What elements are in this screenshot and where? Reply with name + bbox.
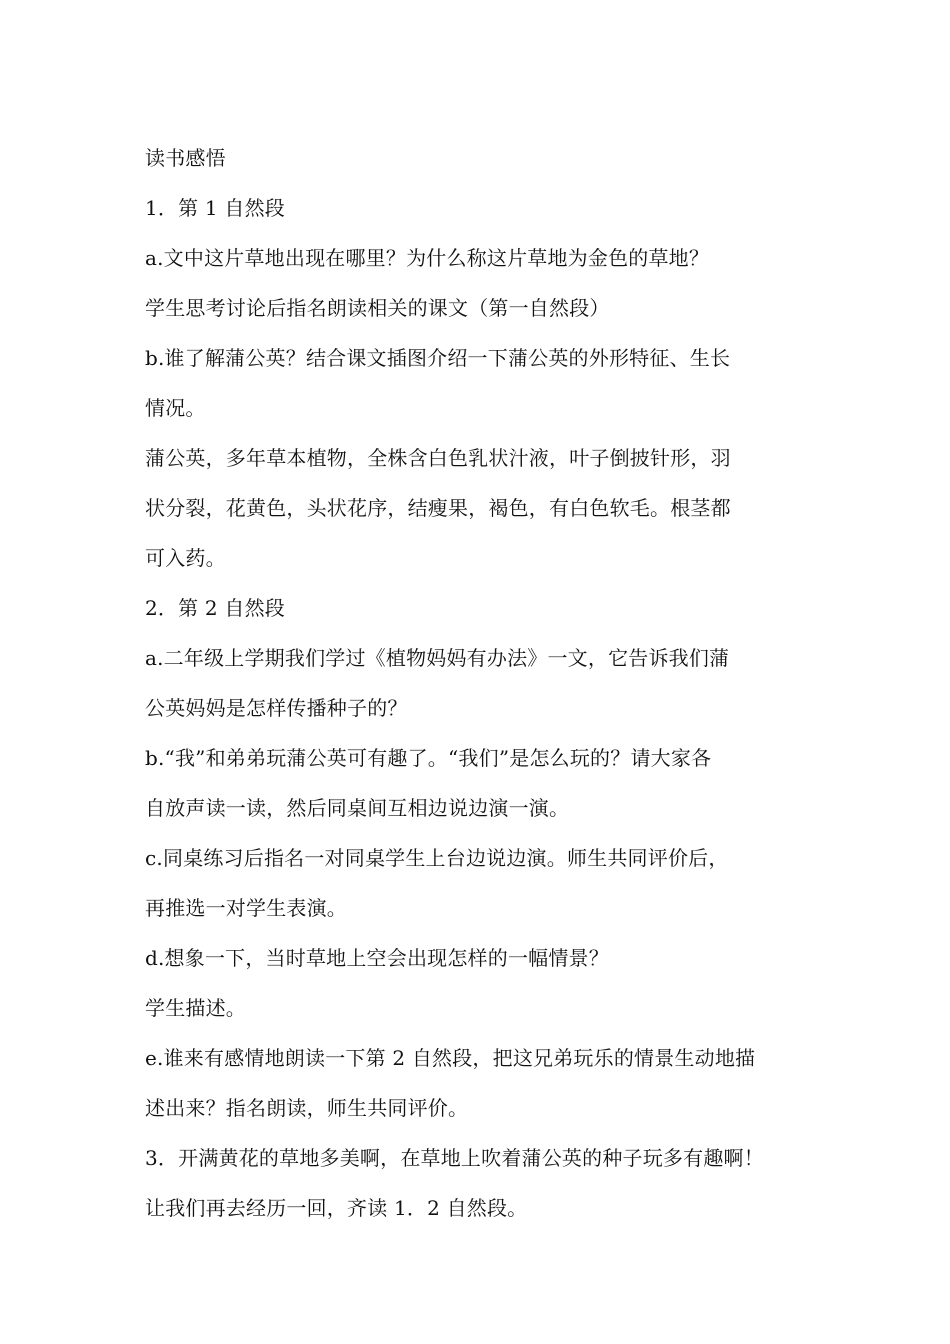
text-line: 学生思考讨论后指名朗读相关的课文（第一自然段）: [145, 296, 610, 320]
paragraph-1-heading: 1．第 1 自然段: [145, 196, 285, 220]
text-line: c.同桌练习后指名一对同桌学生上台边说边演。师生共同评价后，: [145, 846, 729, 870]
text-line: 状分裂，花黄色，头状花序，结瘦果，褐色，有白色软毛。根茎都: [145, 496, 731, 520]
document-page: [145, 133, 810, 1233]
text-line: 让我们再去经历一回，齐读 1．2 自然段。: [145, 1196, 528, 1220]
text-line: e.谁来有感情地朗读一下第 2 自然段，把这兄弟玩乐的情景生动地描: [145, 1046, 756, 1070]
text-line: b.谁了解蒲公英？结合课文插图介绍一下蒲公英的外形特征、生长: [145, 346, 731, 370]
text-line: 可入药。: [145, 546, 226, 570]
text-line: 情况。: [145, 396, 206, 420]
paragraph-2-heading: 2．第 2 自然段: [145, 596, 285, 620]
text-line: 再推选一对学生表演。: [145, 896, 347, 920]
text-line: a.文中这片草地出现在哪里？为什么称这片草地为金色的草地？: [145, 246, 710, 270]
section-heading: 读书感悟: [145, 146, 226, 170]
text-line: 述出来？指名朗读，师生共同评价。: [145, 1096, 469, 1120]
text-line: 公英妈妈是怎样传播种子的？: [145, 696, 408, 720]
text-line: 蒲公英，多年草本植物，全株含白色乳状汁液，叶子倒披针形，羽: [145, 446, 731, 470]
text-line: b.“我”和弟弟玩蒲公英可有趣了。“我们”是怎么玩的？请大家各: [145, 746, 712, 770]
text-line: 学生描述。: [145, 996, 246, 1020]
text-line: a.二年级上学期我们学过《植物妈妈有办法》一文，它告诉我们蒲: [145, 646, 730, 670]
text-line: 自放声读一读，然后同桌间互相边说边演一演。: [145, 796, 570, 820]
text-line: 3．开满黄花的草地多美啊，在草地上吹着蒲公英的种子玩多有趣啊！: [145, 1146, 764, 1170]
text-line: d.想象一下，当时草地上空会出现怎样的一幅情景？: [145, 946, 609, 970]
